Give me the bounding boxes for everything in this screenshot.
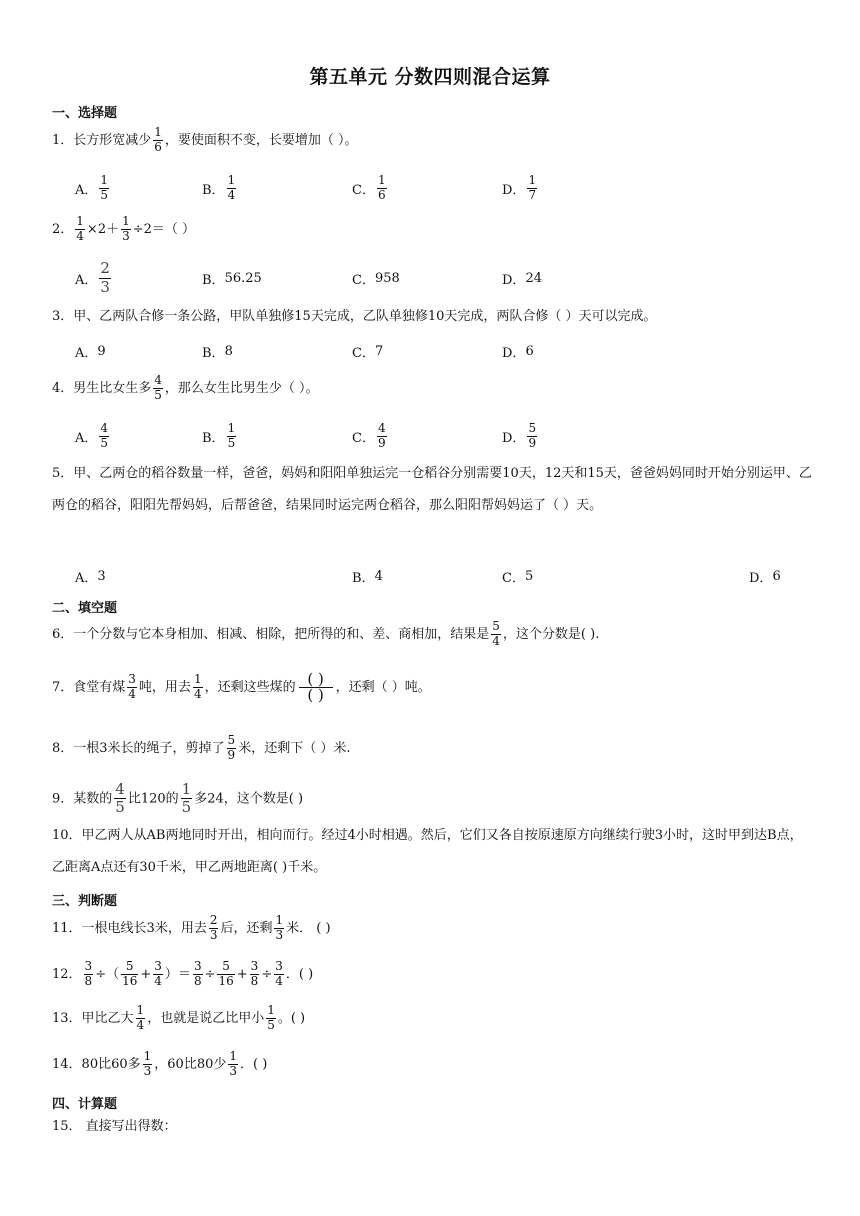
q14-fraction-1: $\frac{1}{3}$ [143,1049,152,1078]
q13-fraction-2: $\frac{1}{5}$ [267,1003,275,1032]
q7-fraction-1: $\frac{3}{4}$ [128,672,136,701]
q4-option-b[interactable]: B． $\frac{1}{5}$ [202,420,236,450]
question-3: 3．甲、乙两队合修一条公路，甲队单独修15天完成，乙队单独修10天完成，两队合修（ ）天可以完成。 [52,309,657,324]
question-1 [52,126,358,155]
question-13: 13．甲比乙大 $\frac{1}{4}$ ，也就是说乙比甲小 $\frac{1}{5}$ 。( ) [52,1003,306,1032]
q4-option-d[interactable]: D． $\frac{5}{9}$ [502,420,537,450]
q1-option-a[interactable]: A． $\frac{1}{5}$ [75,172,109,202]
question-5: 5．甲、乙两仓的稻谷数量一样，爸爸，妈妈和阳阳单独运完一仓稻谷分别需要10天，12天和15天，爸爸妈妈同时开始分别运甲、乙两仓的稻谷，阳阳先帮妈妈，后帮爸爸，结果同时运完两仓稻谷，那么阳阳帮妈妈运了（ ）天。 [52,466,812,513]
question-2: 2． $\frac{1}{4}$ ×2＋ $\frac{1}{3}$ ÷2＝（ ） [52,214,196,243]
q14-fraction-2: $\frac{1}{3}$ [229,1049,238,1078]
question-6: 6．一个分数与它本身相加、相减、相除，把所得的和、差、商相加，结果是 $\frac{5}{4}$ ，这个分数是( ). [52,619,600,648]
q5-options [75,556,795,596]
q2-option-a[interactable]: A． $\frac{2}{3}$ [75,259,110,296]
question-15: 15． 直接写出得数： [52,1119,177,1134]
question-8: 8．一根3米长的绳子，剪掉了 $\frac{5}{9}$ 米，还剩下（ ）米. [52,733,351,762]
question-9: 9．某数的 $\frac{4}{5}$ 比120的 $\frac{1}{5}$ 多24，这个数是( ) [52,780,304,817]
q4-fraction: $\frac{4}{5}$ [154,373,162,402]
q1-prefix: 1．长方形宽减少 [52,132,152,148]
q2-fraction-1: $\frac{1}{4}$ [76,214,84,243]
question-10: 10．甲乙两人从AB两地同时开出，相向而行。经过4小时相遇。然后，它们又各自按原速原方向继续行驶3小时，这时甲到达B点，乙距离A点还有30千米，甲乙两地距离( )千米。 [52,828,803,875]
question-12: 12． $\frac{3}{8}$ ÷（ $\frac{5}{16}$ + $\frac{3}{4}$ ）＝ $\frac{3}{8}$ ÷ $\frac{5}{16}$ + $\frac{3}{8}$ ÷ $\frac{3}{4}$ ．( ) [52,959,314,988]
q7-blank-fraction[interactable]: $\frac{( )}{( )}$ [299,672,333,703]
q2-option-d[interactable]: D． 24 [502,270,542,288]
q4-options [75,416,795,456]
q9-fraction-2: $\frac{1}{5}$ [181,780,192,817]
q1-option-d[interactable]: D． $\frac{1}{7}$ [502,172,537,202]
q3-option-b[interactable]: B． 8 [202,343,233,361]
q11-fraction-2: $\frac{1}{3}$ [275,913,284,942]
question-4: 4．男生比女生多 $\frac{4}{5}$ ，那么女生比男生少（ ）。 [52,373,319,402]
q5-option-c[interactable]: C． 5 [502,568,534,586]
q3-option-c[interactable]: C． 7 [352,343,384,361]
q2-options [75,258,795,298]
question-14: 14．80比60多 $\frac{1}{3}$ ，60比80少 $\frac{1}{3}$ ．( ) [52,1049,268,1078]
q2-fraction-2: $\frac{1}{3}$ [122,214,130,243]
q1-option-b[interactable]: B． $\frac{1}{4}$ [202,172,236,202]
q11-fraction-1: $\frac{2}{3}$ [209,913,218,942]
section-heading-calc: 四、计算题 [52,1097,118,1112]
q5-option-d[interactable]: D． 6 [749,568,781,586]
page-title: 第五单元 分数四则混合运算 [309,66,551,88]
q7-fraction-2: $\frac{1}{4}$ [193,672,202,701]
q5-option-b[interactable]: B． 4 [352,568,383,586]
q5-option-a[interactable]: A． 3 [75,568,106,586]
q13-fraction-1: $\frac{1}{4}$ [136,1003,145,1032]
section-heading-judge: 三、判断题 [52,894,118,909]
q4-option-a[interactable]: A． $\frac{4}{5}$ [75,420,109,450]
q2-option-c[interactable]: C． 958 [352,270,400,288]
q8-fraction: $\frac{5}{9}$ [227,733,236,762]
q1-suffix: ，要使面积不变，长要增加（ ）。 [164,132,358,148]
q3-option-a[interactable]: A． 9 [75,343,106,361]
section-heading-choice: 一、选择题 [52,106,118,121]
q3-option-d[interactable]: D． 6 [502,343,534,361]
question-7: 7．食堂有煤 $\frac{3}{4}$ 吨，用去 $\frac{1}{4}$ ，还剩这些煤的 $\frac{( )}{( )}$ ，还剩（ ）吨。 [52,670,431,704]
q4-option-c[interactable]: C． $\frac{4}{9}$ [352,420,386,450]
section-heading-fill: 二、填空题 [52,601,118,616]
q1-options [75,168,795,208]
q9-fraction-1: $\frac{4}{5}$ [115,780,125,817]
q6-fraction: $\frac{5}{4}$ [492,619,500,648]
question-11: 11．一根电线长3米，用去 $\frac{2}{3}$ 后，还剩 $\frac{1}{3}$ 米． ( ) [52,913,331,942]
q3-options [75,331,795,371]
q1-option-c[interactable]: C． $\frac{1}{6}$ [352,172,386,202]
q1-fraction: $\frac{1}{6}$ [154,125,162,154]
q2-option-b[interactable]: B． 56.25 [202,270,262,288]
